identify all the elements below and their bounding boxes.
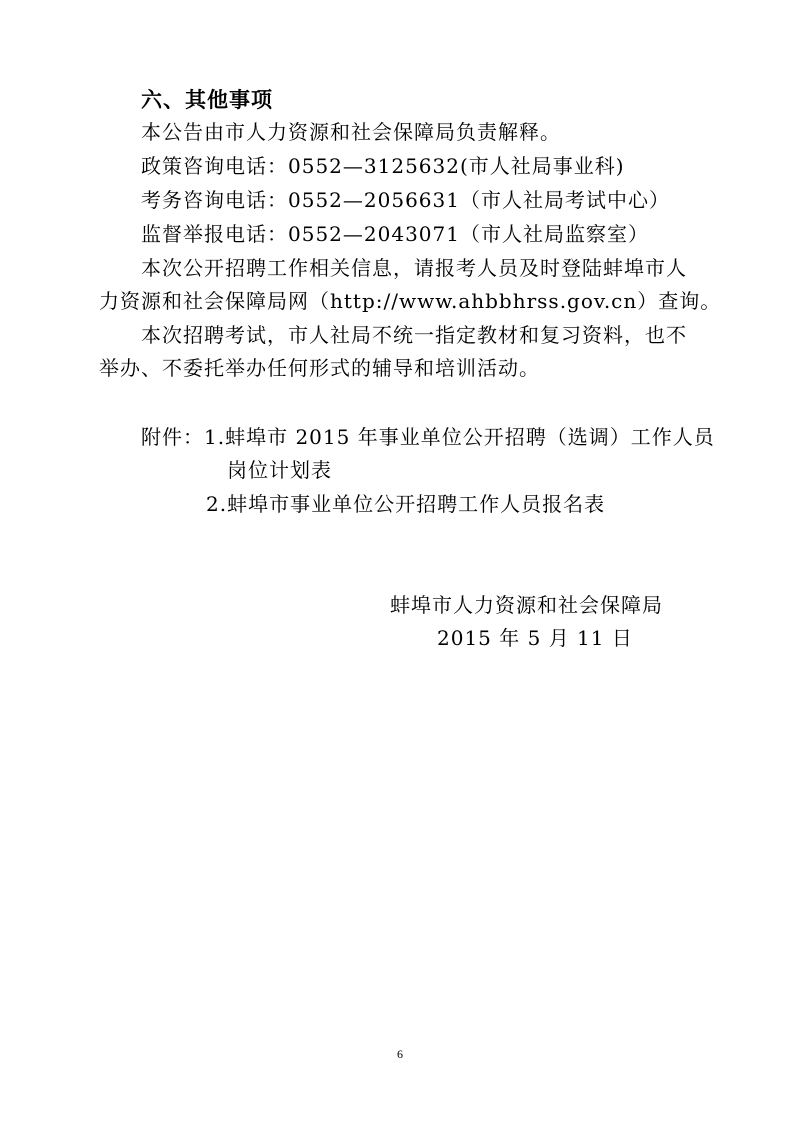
attachment-item1-line2: 岗位计划表 bbox=[227, 458, 332, 482]
exam-phone-text: 考务咨询电话：0552—2056631（市人社局考试中心） bbox=[141, 188, 670, 212]
info-text-line1: 本次公开招聘工作相关信息，请报考人员及时登陆蚌埠市人 bbox=[141, 256, 687, 280]
interpretation-text: 本公告由市人力资源和社会保障局负责解释。 bbox=[141, 120, 561, 144]
signature-date: 2015 年 5 月 11 日 bbox=[437, 626, 633, 650]
attachment-item1-line1: 附件：1.蚌埠市 2015 年事业单位公开招聘（选调）工作人员 bbox=[141, 425, 715, 449]
signature-organization: 蚌埠市人力资源和社会保障局 bbox=[390, 593, 663, 617]
materials-text-line2: 举办、不委托举办任何形式的辅导和培训活动。 bbox=[99, 356, 540, 380]
attachment-item2: 2.蚌埠市事业单位公开招聘工作人员报名表 bbox=[206, 492, 606, 516]
policy-phone-text: 政策咨询电话：0552—3125632(市人社局事业科) bbox=[141, 154, 625, 178]
supervision-phone-text: 监督举报电话：0552—2043071（市人社局监察室） bbox=[141, 222, 649, 246]
info-text-line2: 力资源和社会保障局网（http://www.ahbbhrss.gov.cn）查询。 bbox=[99, 289, 722, 313]
page-number: 6 bbox=[397, 1047, 403, 1061]
section-heading: 六、其他事项 bbox=[141, 88, 273, 112]
materials-text-line1: 本次招聘考试，市人社局不统一指定教材和复习资料，也不 bbox=[141, 323, 687, 347]
